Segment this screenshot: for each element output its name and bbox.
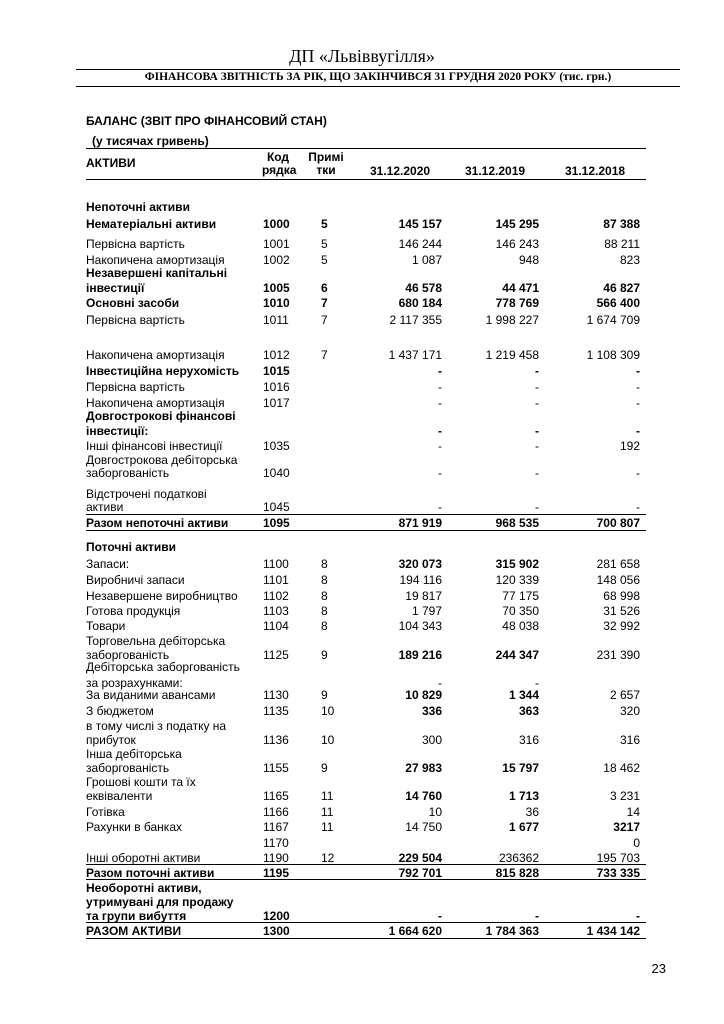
row-note: 12: [321, 851, 335, 865]
col-header-note-line2: тки: [316, 163, 336, 177]
value-2019: 146 243: [495, 237, 539, 251]
value-2019: 815 828: [495, 866, 539, 880]
value-2020: 1 437 171: [388, 348, 442, 362]
row-code: 1095: [263, 516, 290, 530]
row-code: 1045: [263, 500, 290, 514]
row-label: Дебіторська заборгованість: [86, 660, 240, 674]
row-code: 1017: [263, 396, 290, 410]
row-label: Разом поточні активи: [86, 866, 215, 880]
row-label: Інші фінансові інвестиції: [86, 439, 223, 453]
col-header-note-line1: Примі: [308, 150, 344, 164]
row-label: Довгострокова дебіторська: [86, 453, 238, 467]
value-2020: 300: [421, 733, 442, 747]
value-2018: 14: [626, 805, 640, 819]
value-2019: 1 219 458: [485, 348, 539, 362]
value-2019: 363: [518, 704, 539, 718]
row-label: Основні засоби: [86, 296, 180, 310]
value-2018: 68 998: [603, 589, 640, 603]
row-label: Нематеріальні активи: [86, 217, 217, 231]
value-2018: 46 827: [603, 281, 640, 295]
value-2019: 48 038: [502, 619, 539, 633]
value-2020: -: [438, 500, 442, 514]
row-note: 7: [321, 313, 328, 327]
value-2018: 700 807: [596, 516, 640, 530]
value-2020: 792 701: [398, 866, 442, 880]
row-code: 1200: [263, 909, 290, 923]
row-code: 1155: [263, 761, 289, 775]
value-2018: 195 703: [596, 851, 640, 865]
row-label: Товари: [86, 619, 126, 633]
value-2018: 320: [619, 704, 640, 718]
value-2018: 32 992: [603, 619, 640, 633]
row-note: 9: [321, 648, 328, 662]
row-code: 1190: [263, 851, 289, 865]
value-2019: -: [535, 396, 539, 410]
row-label: Відстрочені податкові: [86, 487, 207, 501]
col-header-2018: 31.12.2018: [565, 164, 626, 178]
value-2020: 1 797: [411, 604, 442, 618]
row-note: 11: [321, 805, 334, 819]
row-note: 8: [321, 573, 328, 587]
value-2020: 189 216: [398, 648, 442, 662]
value-2019: -: [535, 424, 539, 438]
rule-above-current-total: [86, 864, 646, 865]
row-code: 1005: [263, 281, 290, 295]
value-2018: 88 211: [604, 237, 640, 251]
value-2018: 0: [633, 836, 640, 850]
row-label: Інші оборотні активи: [86, 851, 201, 865]
value-2019: 948: [518, 253, 539, 267]
balance-title: БАЛАНС (ЗВІТ ПРО ФІНАНСОВИЙ СТАН): [86, 114, 327, 128]
page-number: 23: [651, 961, 666, 976]
value-2019: 70 350: [502, 604, 539, 618]
row-label: Накопичена амортизація: [86, 253, 225, 267]
value-2019: 15 797: [502, 761, 539, 775]
value-2020: 194 116: [399, 573, 442, 587]
row-code: 1195: [263, 866, 290, 880]
value-2018: 566 400: [596, 296, 640, 310]
value-2020: 46 578: [405, 281, 442, 295]
row-code: 1300: [263, 924, 290, 938]
value-2020: 2 117 355: [389, 313, 442, 327]
row-label: активи: [86, 500, 124, 514]
value-2019: 36: [525, 805, 539, 819]
value-2020: 871 919: [398, 516, 442, 530]
row-label: Поточні активи: [86, 540, 176, 554]
value-2019: 1 677: [508, 820, 539, 834]
row-label: Первісна вартість: [86, 237, 185, 251]
value-2018: 733 335: [596, 866, 640, 880]
row-code: 1103: [263, 604, 289, 618]
row-code: 1040: [263, 466, 290, 480]
value-2020: -: [438, 364, 442, 378]
value-2020: -: [438, 380, 442, 394]
value-2019: -: [535, 909, 539, 923]
value-2020: 1 664 620: [388, 924, 442, 938]
row-code: 1166: [263, 805, 289, 819]
row-code: 1130: [263, 688, 289, 702]
value-2019: 1 344: [508, 688, 539, 702]
row-code: 1012: [263, 348, 290, 362]
row-code: 1001: [263, 237, 290, 251]
row-note: 8: [321, 557, 328, 571]
value-2018: 823: [619, 253, 640, 267]
col-header-code-line1: Код: [266, 150, 290, 164]
col-header-2019: 31.12.2019: [465, 164, 526, 178]
value-2020: -: [438, 466, 442, 480]
value-2018: -: [636, 364, 640, 378]
row-code: 1104: [263, 619, 289, 633]
row-label: Рахунки в банках: [86, 820, 182, 834]
value-2020: 14 760: [405, 789, 442, 803]
value-2018: 1 434 142: [586, 924, 640, 938]
row-note: 7: [321, 296, 328, 310]
row-note: 10: [321, 733, 335, 747]
value-2020: -: [438, 424, 442, 438]
value-2020: 229 504: [398, 851, 442, 865]
value-2019: 120 339: [495, 573, 539, 587]
row-label: заборгованість: [86, 761, 170, 775]
row-note: 7: [321, 348, 328, 362]
row-label: утримувані для продажу: [86, 895, 234, 909]
row-note: 9: [321, 761, 328, 775]
row-label: Накопичена амортизація: [86, 348, 225, 362]
row-label: РАЗОМ АКТИВИ: [86, 924, 182, 938]
value-2020: -: [438, 396, 442, 410]
value-2018: 3 231: [609, 789, 640, 803]
col-header-2020: 31.12.2020: [370, 164, 431, 178]
row-note: 8: [321, 619, 328, 633]
value-2018: 2 657: [609, 688, 640, 702]
row-label: заборгованість: [86, 648, 170, 662]
row-code: 1101: [263, 573, 289, 587]
value-2019: -: [535, 364, 539, 378]
value-2018: 1 674 709: [586, 313, 640, 327]
value-2018: 31 526: [603, 604, 640, 618]
row-code: 1170: [263, 836, 289, 850]
row-note: 9: [321, 688, 328, 702]
value-2018: 18 462: [603, 761, 640, 775]
row-code: 1035: [263, 439, 290, 453]
value-2019: 1 784 363: [485, 924, 539, 938]
value-2018: 87 388: [603, 217, 640, 231]
rule-below-grand-total: [86, 938, 646, 939]
rule-below-current-total: [86, 879, 646, 880]
row-note: 8: [321, 604, 328, 618]
row-label: прибуток: [86, 733, 136, 747]
value-2018: -: [636, 500, 640, 514]
row-note: 5: [321, 217, 328, 231]
value-2020: 320 073: [398, 557, 442, 571]
row-label: та групи вибуття: [86, 909, 187, 923]
row-code: 1015: [263, 364, 290, 378]
row-label: Готова продукція: [86, 604, 181, 618]
row-label: Запаси:: [86, 557, 130, 571]
value-2019: 77 175: [502, 589, 539, 603]
value-2019: 145 295: [495, 217, 539, 231]
rule-above-noncurrent-total: [86, 514, 646, 515]
row-label: Первісна вартість: [86, 313, 185, 327]
row-label: Незавершені капітальні: [86, 266, 228, 280]
row-note: 10: [321, 704, 335, 718]
row-code: 1125: [263, 648, 289, 662]
row-note: 11: [321, 789, 334, 803]
value-2019: 44 471: [502, 281, 539, 295]
units-note: (у тисячах гривень): [92, 134, 209, 148]
row-note: 8: [321, 589, 328, 603]
value-2018: -: [636, 909, 640, 923]
row-label: заборгованість: [86, 466, 170, 480]
row-code: 1136: [263, 733, 289, 747]
value-2019: -: [535, 500, 539, 514]
row-label: З бюджетом: [86, 704, 154, 718]
value-2018: 192: [619, 439, 640, 453]
row-label: за розрахунками:: [86, 676, 183, 690]
value-2019: -: [535, 466, 539, 480]
value-2020: 336: [421, 704, 442, 718]
value-2020: 14 750: [405, 820, 442, 834]
row-code: 1167: [263, 820, 289, 834]
value-2019: -: [535, 439, 539, 453]
rule-above-grand-total: [86, 922, 646, 923]
value-2018: 316: [619, 733, 640, 747]
row-note: 6: [321, 281, 328, 295]
value-2018: 3217: [613, 820, 640, 834]
value-2019: 315 902: [495, 557, 539, 571]
value-2018: -: [636, 424, 640, 438]
col-header-code-line2: рядка: [262, 163, 297, 177]
rule-below-noncurrent-total: [86, 530, 646, 531]
value-2020: 10: [428, 805, 442, 819]
value-2020: -: [438, 439, 442, 453]
row-code: 1135: [263, 704, 289, 718]
value-2020: -: [438, 676, 442, 690]
value-2020: 19 817: [405, 589, 442, 603]
value-2019: 778 769: [495, 296, 539, 310]
row-label: Незавершене виробництво: [86, 589, 238, 603]
value-2018: 148 056: [596, 573, 640, 587]
row-label: Виробничі запаси: [86, 573, 185, 587]
row-label: Непоточні активи: [86, 200, 190, 214]
value-2018: -: [636, 396, 640, 410]
value-2020: -: [438, 909, 442, 923]
row-code: 1100: [263, 557, 289, 571]
row-code: 1000: [263, 217, 290, 231]
row-code: 1010: [263, 296, 290, 310]
value-2019: 968 535: [495, 516, 539, 530]
row-code: 1165: [263, 789, 289, 803]
row-code: 1002: [263, 253, 290, 267]
value-2019: 1 998 227: [485, 313, 539, 327]
value-2019: 316: [518, 733, 539, 747]
row-code: 1011: [263, 313, 289, 327]
value-2020: 145 157: [398, 217, 442, 231]
row-label: Інвестиційна нерухомість: [86, 364, 240, 378]
value-2020: 680 184: [398, 296, 442, 310]
value-2020: 104 343: [398, 619, 442, 633]
row-label: Грошові кошти та їх: [86, 775, 196, 789]
row-label: Накопичена амортизація: [86, 396, 225, 410]
value-2018: 281 658: [596, 557, 640, 571]
row-label: Первісна вартість: [86, 380, 185, 394]
row-label: Готівка: [86, 805, 125, 819]
row-note: 11: [321, 820, 334, 834]
value-2018: 231 390: [596, 648, 640, 662]
value-2018: 1 108 309: [586, 348, 640, 362]
value-2019: 244 347: [495, 648, 539, 662]
row-label: Інша дебіторська: [86, 747, 182, 761]
row-note: 5: [321, 253, 328, 267]
row-label: інвестиції: [86, 281, 145, 295]
row-label: інвестиції:: [86, 424, 149, 438]
row-label: За виданими авансами: [86, 688, 216, 702]
value-2020: 27 983: [405, 761, 442, 775]
col-header-assets: АКТИВИ: [86, 156, 136, 170]
row-note: 5: [321, 237, 328, 251]
value-2019: 236362: [498, 851, 539, 865]
value-2020: 1 087: [411, 253, 442, 267]
row-code: 1016: [263, 380, 290, 394]
row-label: Довгострокові фінансові: [86, 409, 236, 423]
row-label: Торговельна дебіторська: [86, 634, 226, 648]
value-2020: 10 829: [405, 688, 442, 702]
report-subtitle: ФІНАНСОВА ЗВІТНІСТЬ ЗА РІК, ЩО ЗАКІНЧИВСЯ 31 ГРУДНЯ 2020 РОКУ (тис. грн.): [144, 71, 612, 83]
row-label: еквіваленти: [86, 789, 153, 803]
company-title: ДП «Львіввугілля»: [289, 46, 435, 66]
value-2019: -: [535, 676, 539, 690]
value-2019: 1 713: [508, 789, 539, 803]
value-2019: -: [535, 380, 539, 394]
row-label: Необоротні активи,: [86, 881, 202, 895]
value-2020: 146 244: [398, 237, 442, 251]
value-2018: -: [636, 380, 640, 394]
row-code: 1102: [263, 589, 289, 603]
row-label: Разом непоточні активи: [86, 516, 229, 530]
value-2018: -: [636, 466, 640, 480]
row-label: в тому числі з податку на: [86, 719, 227, 733]
